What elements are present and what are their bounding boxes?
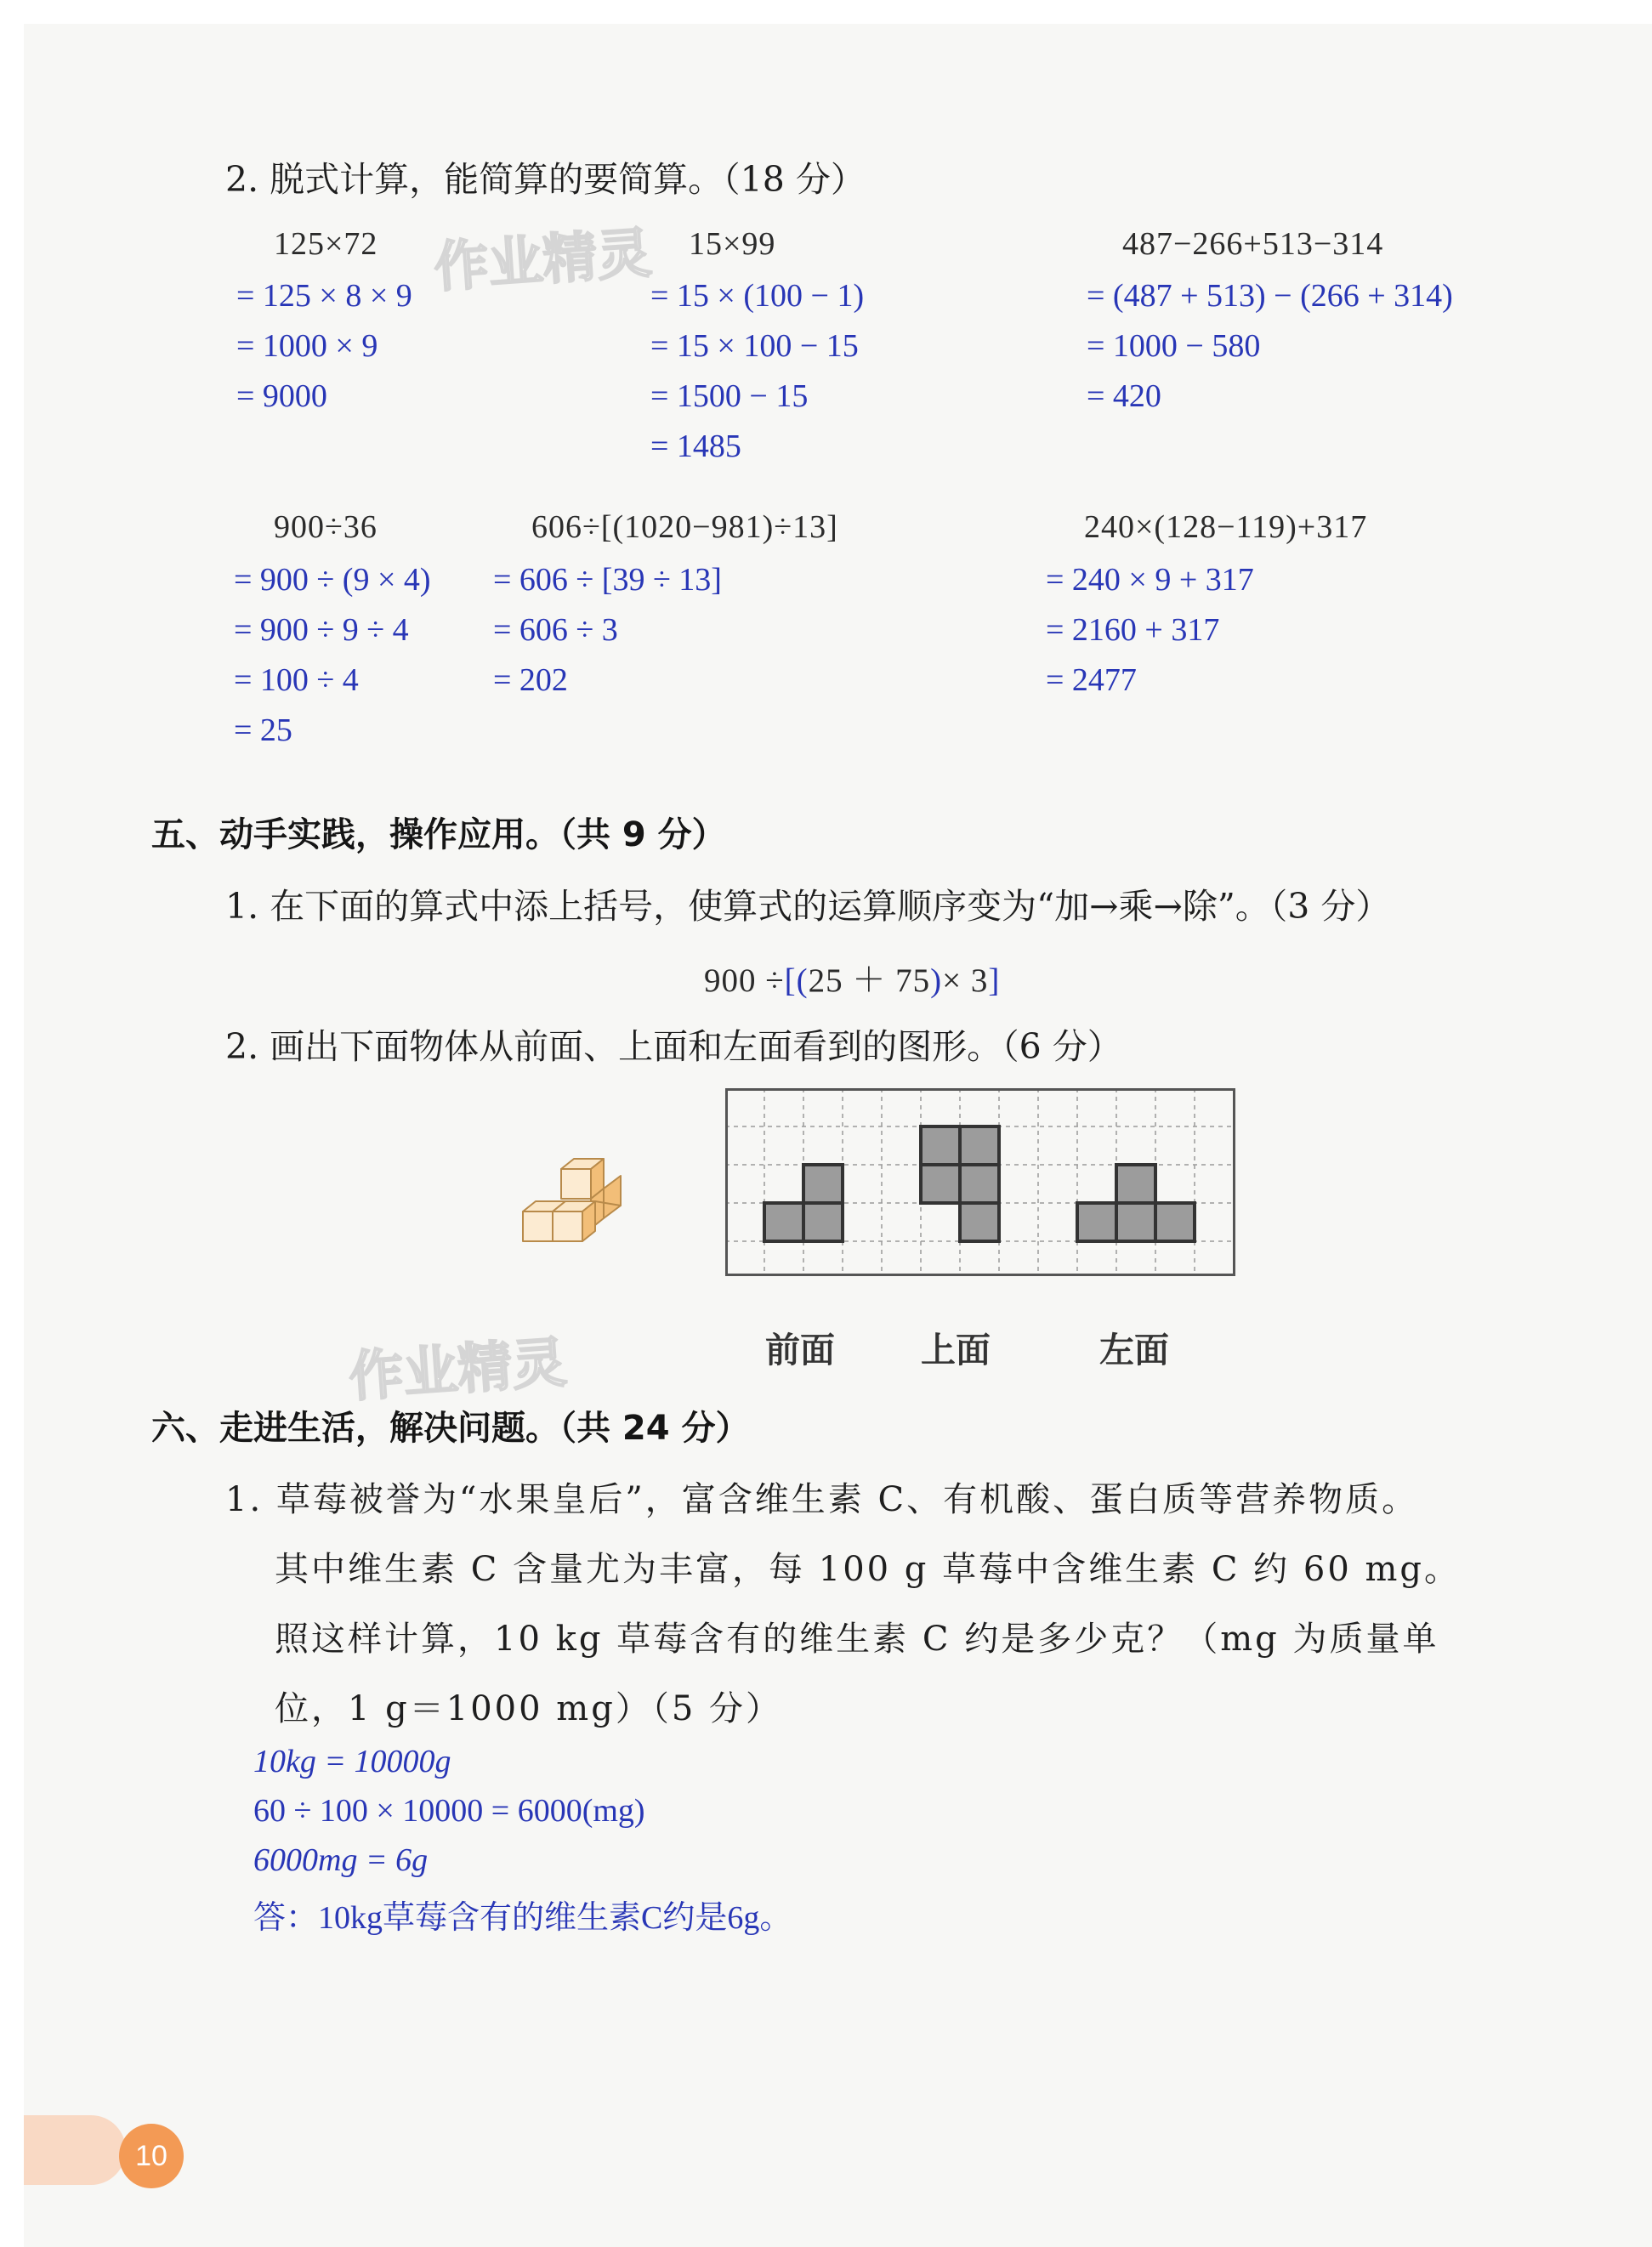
answer-step: = 900 ÷ (9 × 4): [234, 562, 431, 598]
expr-part-b: 25 ＋ 75: [808, 962, 931, 999]
answer-step: = 15 × (100 − 1): [650, 278, 865, 314]
answer-step: = 900 ÷ 9 ÷ 4: [234, 612, 409, 648]
watermark-top: 作业精灵: [432, 222, 654, 300]
problem-line: 1. 草莓被誉为“水果皇后”，富含维生素 C、有机酸、蛋白质等营养物质。: [225, 1480, 1419, 1519]
problem-line: 其中维生素 C 含量尤为丰富，每 100 g 草莓中含维生素 C 约 60 mg。: [275, 1550, 1462, 1589]
section-5-heading: 五、动手实践，操作应用。（共 9 分）: [151, 815, 726, 854]
view-label-top: 上面: [921, 1330, 991, 1370]
bracket-open: [(: [784, 962, 809, 999]
answer-step: = 2160 + 317: [1046, 612, 1220, 648]
answer-step: = (487 + 513) − (266 + 314): [1087, 278, 1453, 314]
solution-line: 60 ÷ 100 × 10000 = 6000(mg): [253, 1793, 645, 1829]
view-label-front: 前面: [765, 1330, 835, 1370]
answer-step: = 25: [234, 712, 292, 748]
problem-line: 位，1 g＝1000 mg）（5 分）: [275, 1689, 782, 1728]
expression-3: 487−266+513−314: [1122, 226, 1384, 262]
answer-step: = 202: [493, 662, 568, 698]
expression-1: 125×72: [274, 226, 378, 262]
expression-5: 606÷[(1020−981)÷13]: [531, 509, 838, 545]
answer-step: = 15 × 100 − 15: [650, 328, 859, 364]
answer-step: = 606 ÷ 3: [493, 612, 618, 648]
answer-step: = 240 × 9 + 317: [1046, 562, 1254, 598]
page-number: 10: [119, 2124, 184, 2188]
answer-step: = 2477: [1046, 662, 1137, 698]
expression-2: 15×99: [689, 226, 776, 262]
section-5-question-2: 2. 画出下面物体从前面、上面和左面看到的图形。（6 分）: [225, 1026, 1122, 1067]
answer-step: = 606 ÷ [39 ÷ 13]: [493, 562, 722, 598]
answer-step: = 1000 − 580: [1087, 328, 1261, 364]
expr-part-c: × 3: [942, 962, 989, 999]
bracket-mid: ): [930, 962, 943, 999]
section-5-question-1: 1. 在下面的算式中添上括号，使算式的运算顺序变为“加→乘→除”。（3 分）: [225, 886, 1391, 927]
view-label-left: 左面: [1099, 1330, 1169, 1370]
question-2-title: 2. 脱式计算，能简算的要简算。（18 分）: [225, 159, 866, 200]
answer-step: = 9000: [236, 378, 327, 414]
solution-line: 6000mg = 6g: [253, 1842, 429, 1878]
solution-line: 10kg = 10000g: [253, 1744, 451, 1779]
expr-part-a: 900 ÷: [704, 962, 785, 999]
solution-answer: 答：10kg草莓含有的维生素C约是6g。: [253, 1900, 792, 1936]
three-views-grid: [725, 1088, 1235, 1301]
expression-6: 240×(128−119)+317: [1084, 509, 1368, 545]
answer-step: = 125 × 8 × 9: [236, 278, 412, 314]
bracket-expression: [704, 954, 1000, 1002]
answer-step: = 1485: [650, 428, 741, 464]
watermark-middle: 作业精灵: [347, 1331, 569, 1410]
section-6-heading: 六、走进生活，解决问题。（共 24 分）: [151, 1409, 750, 1448]
expression-4: 900÷36: [274, 509, 378, 545]
answer-step: = 420: [1087, 378, 1161, 414]
answer-step: = 1000 × 9: [236, 328, 378, 364]
answer-step: = 100 ÷ 4: [234, 662, 359, 698]
page-number-tab: [24, 2115, 126, 2185]
problem-line: 照这样计算，10 kg 草莓含有的维生素 C 约是多少克？（mg 为质量单: [275, 1620, 1439, 1659]
answer-step: = 1500 − 15: [650, 378, 809, 414]
bracket-close: ]: [988, 962, 1001, 999]
cube-stack-figure: [514, 1152, 642, 1263]
